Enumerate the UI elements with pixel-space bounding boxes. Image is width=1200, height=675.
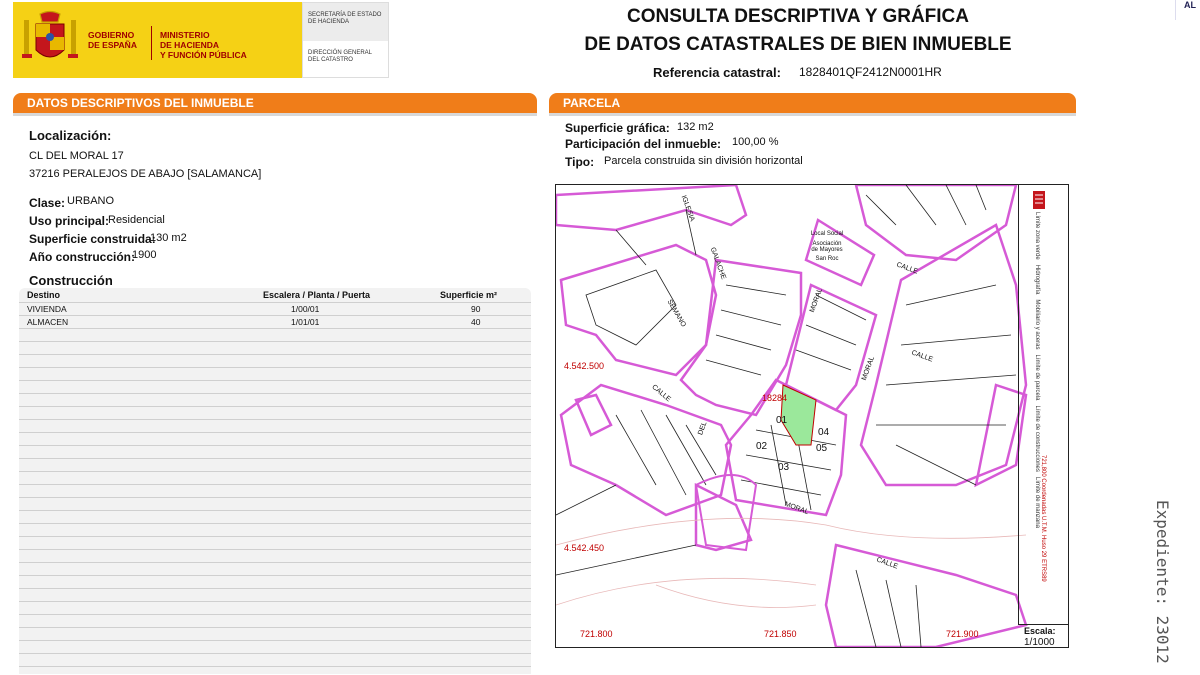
table-header-superficie: Superficie m²: [440, 290, 498, 300]
address-line-2: 37216 PERALEJOS DE ABAJO [SALAMANCA]: [29, 168, 262, 180]
legend-zona-verde: Límite zona verde: [1034, 212, 1040, 260]
row-1-destino: VIVIENDA: [27, 304, 67, 314]
datos-descriptivos-bar: [13, 93, 537, 113]
street-label-calle-3: CALLE: [650, 383, 672, 404]
participacion-value: 100,00 %: [732, 136, 779, 148]
table-row-line: [19, 614, 531, 615]
street-label-moral-1: MORAL: [808, 287, 825, 314]
document-title-line-1: CONSULTA DESCRIPTIVA Y GRÁFICA: [626, 6, 970, 27]
table-row-line: [19, 666, 531, 667]
table-row-line: [19, 549, 531, 550]
referencia-value: 1828401QF2412N0001HR: [799, 65, 942, 79]
table-row-line: [19, 367, 531, 368]
local-social-text: Local Social: [810, 231, 844, 237]
coord-x-mid: 721.850: [764, 629, 797, 639]
bar-left-bold: INMUEBLE: [191, 96, 254, 110]
table-row-line: [19, 601, 531, 602]
street-label-semano: SEMANO: [665, 298, 687, 329]
table-row-line: [19, 341, 531, 342]
de-mayores-text: de Mayores: [811, 247, 843, 253]
table-row-line: [19, 588, 531, 589]
street-label-moral-3: MORAL: [783, 500, 810, 517]
gobierno-text: [88, 30, 137, 50]
subunit-01: 01: [776, 415, 788, 426]
clase-value: URBANO: [67, 195, 115, 207]
street-label-galache: GALACHE: [708, 246, 727, 281]
side-top-strip: [1175, 0, 1200, 20]
tipo-label: Tipo:: [565, 155, 595, 169]
table-row-line: [19, 640, 531, 641]
construccion-label: Construcción: [29, 273, 113, 288]
secretaria-line-2: DE HACIENDA: [308, 19, 350, 25]
coord-x-left: 721.800: [580, 629, 613, 639]
localizacion-label: Localización:: [29, 128, 112, 143]
construccion-table: [19, 288, 531, 674]
gov-line-2: DE ESPAÑA: [88, 40, 137, 50]
table-row-line: [19, 354, 531, 355]
table-row-line: [19, 471, 531, 472]
legend-manzana: Límite de manzana: [1034, 476, 1040, 528]
coord-x-right: 721.900: [946, 629, 979, 639]
table-row-line: [19, 523, 531, 524]
legend-parcela: Límite de parcela: [1034, 354, 1040, 401]
street-label-calle-2: CALLE: [910, 349, 934, 364]
address-line-1: CL DEL MORAL 17: [29, 150, 124, 162]
subunit-05: 05: [816, 443, 828, 454]
table-row-line: [19, 627, 531, 628]
table-row-line: [19, 510, 531, 511]
table-row-line: [19, 328, 531, 329]
legend-coords-note: 721,800 Coordenadas U.T.M. Huso 29 ETRS89: [1040, 455, 1046, 582]
secretaria-line-1: SECRETARÍA DE ESTADO: [308, 12, 382, 18]
table-row-line: [19, 653, 531, 654]
legend-construcciones: Límite de construcciones: [1034, 405, 1040, 472]
table-row-line: [19, 445, 531, 446]
street-label-calle-1: CALLE: [895, 261, 919, 276]
bar-left-prefix: DATOS DESCRIPTIVOS DEL: [27, 96, 192, 110]
table-row-line: [19, 458, 531, 459]
referencia-label: Referencia catastral:: [653, 65, 781, 80]
scale-value: 1/1000: [1024, 637, 1055, 648]
participacion-label: Participación del inmueble:: [565, 137, 722, 151]
superficie-label: Superficie construida:: [29, 232, 156, 246]
table-row-line: [19, 393, 531, 394]
parcela-bar: PARCELA: [549, 93, 1076, 113]
tipo-value: Parcela construida sin división horizontal: [604, 155, 803, 167]
table-row-line: [19, 419, 531, 420]
direccion-text: [308, 50, 388, 64]
parcel-ref-label: 18284: [762, 393, 788, 403]
scale-label: Escala:: [1024, 626, 1056, 636]
local-social-label: [792, 231, 862, 262]
street-label-del: DEL: [697, 420, 709, 437]
expediente-side-text: Expediente: 23012: [1153, 500, 1172, 664]
table-header-destino: Destino: [27, 290, 61, 300]
coat-of-arms-icon: [22, 10, 78, 68]
asociacion-text: Asociación: [812, 241, 842, 247]
coord-y-bottom: 4.542.450: [564, 543, 605, 553]
subunit-04: 04: [818, 427, 830, 438]
logo-separator: [151, 26, 152, 60]
ministry-text: [160, 30, 247, 60]
document-title-line-2: DE DATOS CATASTRALES DE BIEN INMUEBLE: [584, 34, 1012, 55]
table-row-line: [19, 562, 531, 563]
row-2-escalera: 1/01/01: [291, 317, 320, 327]
legend-mobiliario: Mobiliario y aceras: [1034, 299, 1040, 350]
table-row-line: [19, 575, 531, 576]
clase-label: Clase:: [29, 196, 66, 210]
subunit-02: 02: [756, 441, 768, 452]
ministry-line-1: MINISTERIO: [160, 30, 210, 40]
uso-value: Residencial: [108, 214, 165, 226]
anio-value: 1900: [132, 249, 157, 261]
direccion-line-1: DIRECCIÓN GENERAL: [308, 50, 373, 56]
san-roc-text: San Roc: [815, 256, 839, 262]
table-row-line: [19, 302, 531, 303]
table-row-line: [19, 536, 531, 537]
table-row-line: [19, 432, 531, 433]
row-2-destino: ALMACEN: [27, 317, 69, 327]
secretaria-text: [308, 12, 388, 26]
row-1-superficie: 90: [471, 304, 481, 314]
table-row-line: [19, 484, 531, 485]
subunit-03: 03: [778, 462, 790, 473]
uso-label: Uso principal:: [29, 214, 110, 228]
table-row-line: [19, 315, 531, 316]
coord-y-top: 4.542.500: [564, 361, 605, 371]
street-label-iglesia: IGLESIA: [679, 194, 696, 223]
ministry-line-2: DE HACIENDA: [160, 40, 220, 50]
cadastral-map[interactable]: [555, 184, 1069, 648]
table-row-line: [19, 497, 531, 498]
ministry-line-3: Y FUNCIÓN PÚBLICA: [160, 50, 247, 60]
table-row-line: [19, 406, 531, 407]
direccion-line-2: DEL CATASTRO: [308, 57, 353, 63]
table-header-escalera: Escalera / Planta / Puerta: [263, 290, 371, 300]
side-top-text: AL: [1184, 0, 1196, 10]
legend-hidrografia: Hidrografía: [1034, 264, 1040, 295]
superficie-grafica-value: 132 m2: [677, 121, 714, 133]
row-2-superficie: 40: [471, 317, 481, 327]
gov-line-1: GOBIERNO: [88, 30, 135, 40]
table-row-line: [19, 380, 531, 381]
superficie-value: 130 m2: [150, 232, 187, 244]
row-1-escalera: 1/00/01: [291, 304, 320, 314]
anio-label: Año construcción:: [29, 250, 136, 264]
street-label-calle-4: CALLE: [875, 556, 899, 571]
superficie-grafica-label: Superficie gráfica:: [565, 121, 670, 135]
street-label-moral-2: MORAL: [860, 355, 877, 382]
